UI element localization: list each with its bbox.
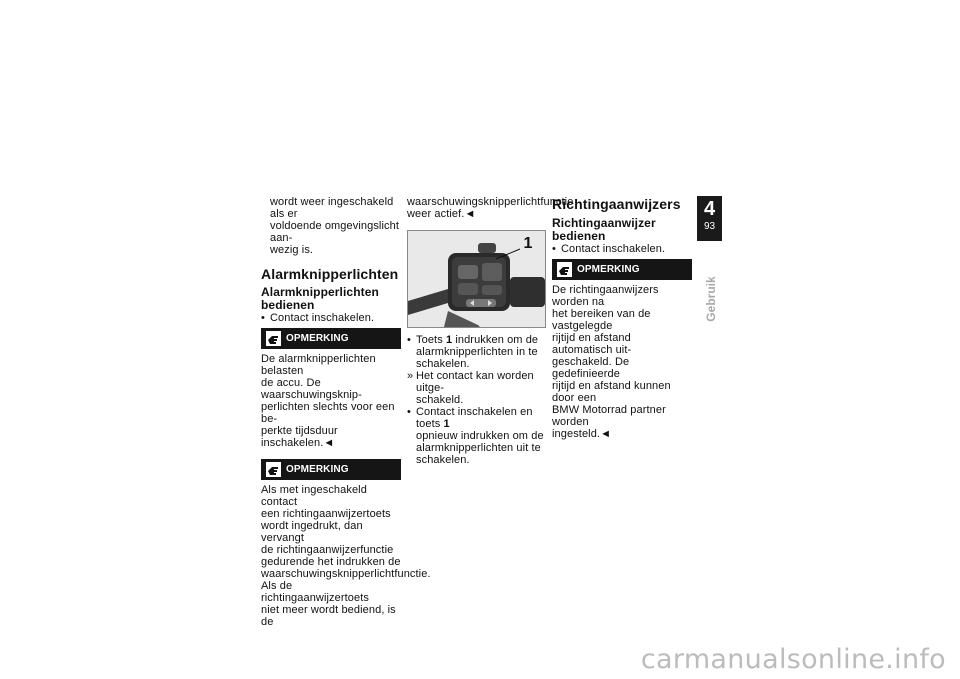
note-banner: OPMERKING xyxy=(261,459,401,480)
callout-label: 1 xyxy=(523,235,533,252)
hand-pointer-icon xyxy=(557,262,572,277)
note-text: De alarmknipperlichten belasten de accu. De waarschuwingsknip- perlichten slechts voor een be- perkte tijdsduur inschakelen.◄ xyxy=(261,353,395,449)
note-text: Als met ingeschakeld contact een richtingaanwijzertoets wordt ingedrukt, dan vervangt de richtingaanwijzerfunctie gedurende het indrukken de waarschuwingsknipperlichtfunctie. Als de richtingaanwijzertoets niet meer wordt bediend, is de xyxy=(261,484,431,628)
step-bullet: • Contact inschakelen. xyxy=(261,312,375,324)
note-banner: OPMERKING xyxy=(552,259,692,280)
section-heading: Alarmknipperlichten xyxy=(261,266,399,282)
hand-pointer-icon xyxy=(266,462,281,477)
hand-pointer-icon xyxy=(266,331,281,346)
column-middle xyxy=(407,196,574,466)
subsection-heading: Alarmknipperlichten bedienen xyxy=(261,285,379,312)
step-bullet: • Toets 1 indrukken om de alarmknipperlichten in te schakelen. xyxy=(407,334,539,370)
watermark: carmanualsonline.info xyxy=(640,644,946,675)
step-bullet: • Contact inschakelen en toets 1 opnieuw indrukken om de alarmknipperlichten uit te schakelen. xyxy=(407,406,544,466)
handlebar-switch-figure xyxy=(407,230,546,328)
column-left xyxy=(261,196,431,628)
chapter-number: 4 xyxy=(703,198,716,220)
note-text: De richtingaanwijzers worden na het bereiken van de vastgelegde rijtijd en afstand automatisch uit- geschakeld. De gedefinieerde rijtijd en afstand kunnen door een BMW Motorrad partner worden ingesteld.◄ xyxy=(552,284,671,440)
section-heading: Richtingaanwijzers xyxy=(552,196,681,212)
subsection-heading: Richtingaanwijzer bedienen xyxy=(552,216,656,243)
column-right xyxy=(552,196,692,440)
chapter-tab xyxy=(697,196,722,241)
section-side-label: Gebruik xyxy=(704,276,718,322)
page-number: 93 xyxy=(703,221,716,232)
intro-text: waarschuwingsknipperlichtfunctie weer actief.◄ xyxy=(407,196,574,220)
intro-text: wordt weer ingeschakeld als er voldoende omgevingslicht aan- wezig is. xyxy=(270,196,399,256)
step-bullet: • Contact inschakelen. xyxy=(552,243,666,255)
result-line: » Het contact kan worden uitge- schakeld. xyxy=(407,370,534,406)
note-banner: OPMERKING xyxy=(261,328,401,349)
